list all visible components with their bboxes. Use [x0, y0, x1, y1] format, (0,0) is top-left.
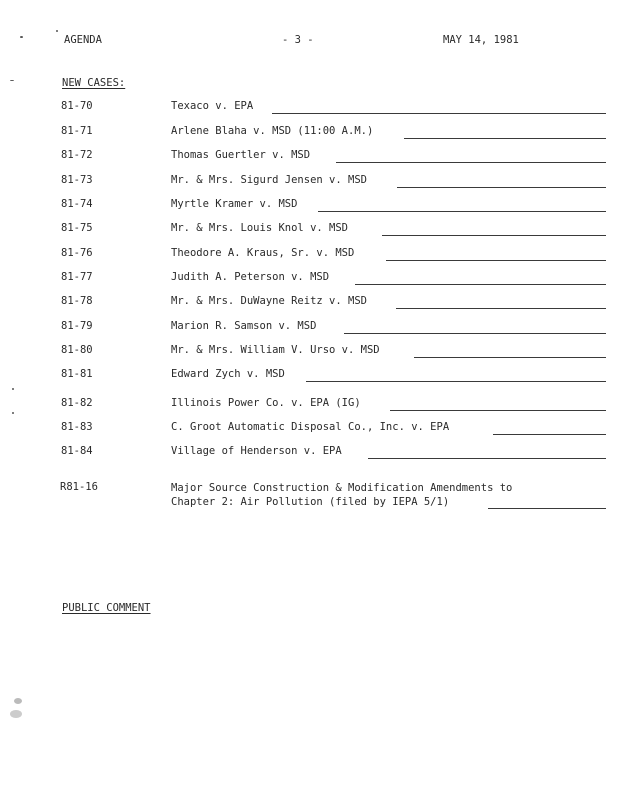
case-blank-line	[318, 211, 606, 212]
case-row	[0, 397, 618, 413]
case-row	[0, 295, 618, 311]
scan-speck	[14, 698, 22, 704]
case-title: Illinois Power Co. v. EPA (IG)	[171, 397, 361, 409]
case-blank-line	[396, 308, 606, 309]
case-title: Mr. & Mrs. DuWayne Reitz v. MSD	[171, 295, 367, 307]
scan-speck	[12, 388, 14, 390]
case-title: Mr. & Mrs. Louis Knol v. MSD	[171, 222, 349, 234]
case-row	[0, 125, 618, 141]
case-title: Thomas Guertler v. MSD	[171, 149, 311, 161]
case-number: 81-72	[61, 149, 93, 161]
case-row	[0, 445, 618, 461]
case-number: 81-75	[61, 222, 93, 234]
case-number: 81-77	[61, 271, 93, 283]
header-date: MAY 14, 1981	[443, 34, 519, 46]
case-row	[0, 247, 618, 263]
case-row	[0, 421, 618, 437]
case-title: Marion R. Samson v. MSD	[171, 320, 317, 332]
case-number: 81-70	[61, 100, 93, 112]
case-number: 81-80	[61, 344, 93, 356]
case-number: 81-81	[61, 368, 93, 380]
case-number: 81-83	[61, 421, 93, 433]
regulatory-title-line2: Chapter 2: Air Pollution (filed by IEPA 5/1)	[171, 496, 450, 508]
regulatory-blank-line	[488, 508, 606, 509]
case-number: 81-74	[61, 198, 93, 210]
case-blank-line	[404, 138, 606, 139]
header-agenda: AGENDA	[64, 34, 102, 46]
case-blank-line	[386, 260, 606, 261]
case-blank-line	[355, 284, 606, 285]
case-number: 81-78	[61, 295, 93, 307]
case-number: 81-84	[61, 445, 93, 457]
scan-speck	[20, 36, 23, 38]
case-blank-line	[336, 162, 606, 163]
case-title: Village of Henderson v. EPA	[171, 445, 342, 457]
case-row	[0, 198, 618, 214]
case-row	[0, 344, 618, 360]
case-row	[0, 368, 618, 384]
case-number: 81-82	[61, 397, 93, 409]
case-blank-line	[382, 235, 606, 236]
case-title: Mr. & Mrs. William V. Urso v. MSD	[171, 344, 380, 356]
case-title: Judith A. Peterson v. MSD	[171, 271, 330, 283]
case-row	[0, 100, 618, 116]
regulatory-number: R81-16	[60, 481, 98, 493]
case-blank-line	[397, 187, 606, 188]
scan-speck	[12, 412, 14, 414]
case-title: Edward Zych v. MSD	[171, 368, 285, 380]
case-number: 81-73	[61, 174, 93, 186]
case-blank-line	[344, 333, 606, 334]
case-title: Arlene Blaha v. MSD (11:00 A.M.)	[171, 125, 374, 137]
new-cases-heading: NEW CASES:	[62, 77, 126, 89]
case-blank-line	[272, 113, 606, 114]
case-row	[0, 271, 618, 287]
public-comment-heading: PUBLIC COMMENT	[62, 602, 151, 614]
scan-speck	[10, 710, 22, 718]
scan-speck	[10, 80, 14, 81]
case-title: Mr. & Mrs. Sigurd Jensen v. MSD	[171, 174, 367, 186]
case-row	[0, 320, 618, 336]
case-number: 81-71	[61, 125, 93, 137]
header-page-number: - 3 -	[282, 34, 314, 46]
case-title: Texaco v. EPA	[171, 100, 254, 112]
regulatory-title-line1: Major Source Construction & Modification Amendments to	[171, 482, 513, 494]
case-blank-line	[306, 381, 606, 382]
case-row	[0, 174, 618, 190]
case-blank-line	[390, 410, 606, 411]
case-row	[0, 222, 618, 238]
regulatory-item	[0, 481, 618, 511]
case-title: Theodore A. Kraus, Sr. v. MSD	[171, 247, 355, 259]
case-number: 81-79	[61, 320, 93, 332]
case-title: Myrtle Kramer v. MSD	[171, 198, 298, 210]
case-blank-line	[493, 434, 606, 435]
case-title: C. Groot Automatic Disposal Co., Inc. v. EPA	[171, 421, 450, 433]
case-blank-line	[368, 458, 606, 459]
case-number: 81-76	[61, 247, 93, 259]
case-row	[0, 149, 618, 165]
case-blank-line	[414, 357, 606, 358]
scan-speck	[56, 30, 58, 32]
